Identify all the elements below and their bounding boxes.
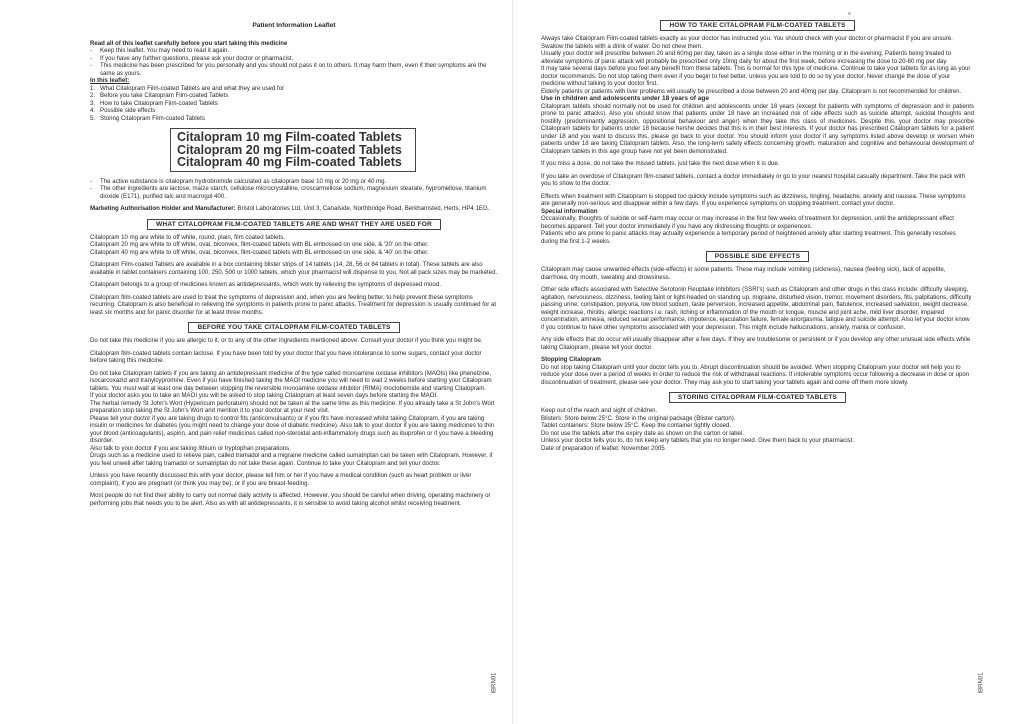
ingredient-line: - The active substance is citalopram hydrobromide calculated as citalopram base 10 mg or 20 mg or 40 mg. [90,178,498,186]
children-heading: Use in children and adolescents under 18 years of age [541,95,709,102]
section2-text: Citalopram film-coated tablets contain lactose. If you have been told by your doctor that you have intolerance to some sugars, contact your doctor before taking this medicine. [90,349,482,364]
missed-dose-text: If you miss a dose, do not take the missed tablets, just take the next dose when it is due. [541,160,780,167]
storage-line: Unless your doctor tells you to, do not keep any tablets that you no longer need. Give them back to your pharmacist. [541,437,854,444]
product-name: Citalopram 20 mg Film-coated Tablets [177,142,402,157]
overdose-text: If you take an overdose of Citalopram film-coated tablets, contact a doctor immediately or go to your nearest hospital casualty department. Take the pack with you to show to the doctor. [541,172,965,187]
product-name-box [170,128,416,172]
toc-item: 2. Before you take Citalopram Film-coated Tablets [90,92,229,99]
section4-text: Any side effects that do occur will usually disappear after a few days. If they are troublesome or persistent or if you develop any other unusual side effects while taking Citalopram, please tell your doctor. [541,336,971,351]
intro-bullet: - Keep this leaflet. You may need to read it again. [90,47,498,55]
section2-text: Do not take this medicine if you are allergic to it, or to any of the other ingredients mentioned above. Consult your doctor if you think you might be. [90,337,483,344]
preparation-date: Date of preparation of leaflet: November 2005. [541,444,667,452]
stopping-heading: Stopping Citalopram [541,356,601,363]
speck-mark [848,12,851,15]
special-information-heading: Special information [541,207,598,215]
storage-line: Tablet containers: Store below 25°C. Keep the container tightly closed. [541,422,732,429]
section1-text: Citalopram 20 mg are white to off white, oval, biconvex, film-coated tablets with BL embossed on one side, & '20' on the other. [90,241,429,248]
section1-text: Citalopram belongs to a group of medicines known as antidepressants, which work by relieving the symptoms of depressed mood. [90,281,441,288]
section4-heading: POSSIBLE SIDE EFFECTS [706,251,809,262]
right-page [512,0,1024,724]
section3-text: Always take Citalopram Film-coated tablets exactly as your doctor has instructed you. You should check with your doctor or pharmacist if you are unsure. Swallow the tablets with a drink of water. Do not chew them. Usually your doctor will prescribe between 20 and 60mg per day, taken as a single dose either in the morning or in the evening. Patients being treated to alleviate symptoms of panic attack will probably be prescribed only 10mg daily for about the first week, before increasing the dose to 20-60 mg per day. It may take several days before you feel any benefit from these tablets. This is normal for this type of medicine. Continue to take your tablets for as long as your doctor recommends. Do not stop taking them even if you begin to feel better, unless you are told to do so by your doctor. Never change the dose of your medicine without talking to your doctor first. Elderly patients or patients with liver problems will usually be prescribed a dose between 20 and 40mg per day. Citalopram is not recommended for children. [541,35,971,95]
leaflet-code: IBRN01 [491,672,498,694]
storage-line: Do not use the tablets after the expiry date as shown on the carton or label. [541,429,744,437]
section2-heading: BEFORE YOU TAKE CITALOPRAM FILM-COATED TABLETS [188,322,399,333]
stopping-text: Do not stop taking Citalopram until your doctor tells you to. Abrupt discontinuation should be avoided. When stopping Citalopram your doctor will help you to reduce your dose over a period of weeks in order to reduce the risk of withdrawal reactions. If intolerable symptoms occur following a decrease in dose or upon discontinuation of treatment, please see your doctor. They may ask you to start taking your tablets again and come off them more slowly. [541,363,970,386]
section1-text: Citalopram 40 mg are white to off white, oval, biconvex, film-coated tablets with BL embossed on one side, & '40' on the other. [90,248,429,256]
ingredient-line: - The other ingredients are lactose, maize starch, cellulose microcrystalline, croscarmellose sodium, magnesium stearate, hypromellose, titanium dioxide (E171), purified talc and macrogol 400. [90,185,498,200]
section1-heading: WHAT CITALOPRAM FILM-COATED TABLETS ARE AND WHAT THEY ARE USED FOR [147,219,441,230]
marketing-authorisation: Marketing Authorisation Holder and Manufacturer: Bristol Laboratories Ltd, Unit 3, Canalside, Northbridge Road, Berkhamsted, Herts, HP4 1EG. [90,205,490,212]
leaflet-title: Patient Information Leaflet [252,22,336,29]
product-name: Citalopram 40 mg Film-coated Tablets [177,155,402,169]
section1-text: Citalopram film-coated tablets are used to treat the symptoms of depression and, when you are feeling better, to help prevent these symptoms recurring. Citalopram is also beneficial in relieving the symptoms in patients prone to panic attacks. Treatment for depression is usually continued for at least six months and for panic disorder for at least three months. [90,293,497,316]
intro-bullet: - This medicine has been prescribed for you personally and you should not pass it on to others. It may harm them, even if their symptoms are the same as yours. [90,62,498,77]
section4-text: Citalopram may cause unwanted effects (side-effects) in some patients. These may include vomiting (sickness), nausea (feeling sick), lack of appetite, diarrhoea, dry mouth, sweating and drowsiness. [541,266,946,281]
read-all-heading: Read all of this leaflet carefully before you start taking this medicine [90,39,288,47]
section4-text: Other side effects associated with Selective Serotonin Reuptake Inhibitors (SSRI's) such as Citalopram and other drugs in this class include: difficulty sleeping, agitation, nervousness, dizziness, feeling faint or light-headed on standing up, migraine, disturbed vision, tremor, movement disorders, fits, palpitations, difficulty passing urine, constipation, polyuria, low blood sodium, taste perversion, increased appetite, abdominal pain, flatulence, increased salivation, weight decrease, weight increase, rhinitis, allergic reactions i.e. rash, itching or inflammation of the mouth or tongue, muscle and joint ache, mild liver disorder, impaired concentration, amnesia, reduced sexual performance, impotence, ejaculation failure, female anorgasmia, fatigue and suicide attempt. Also let your doctor know if you continue to have other symptoms associated with your depression. This might include hallucinations, anxiety, mania or confusion. [541,286,972,331]
section2-text: Unless you have recently discussed this with your doctor, please tell him or her if you have a medical condition (such as heart problem or liver complaint), if you are pregnant (or think you may be), or if you are breast-feeding. [90,472,472,487]
in-this-leaflet-heading: In this leaflet: [90,77,130,84]
toc-item: 3. How to take Citalopram Film-coated Tablets [90,99,218,107]
storage-line: Keep out of the reach and sight of children. [541,407,658,414]
section5-heading: STORING CITALOPRAM FILM-COATED TABLETS [669,392,846,403]
table-of-contents [90,85,498,123]
section1-text: Citalopram 10 mg are white to off white, round, plain, film coated tablets. [90,233,285,241]
section2-text: Do not take Citalopram tablets if you are taking an antidepressant medicine of the type called monoamine oxidase inhibitors (MAOIs) like phenelzine, isocarcoxazid and tranylcypromine. Even if you have finished taking the MAOI medicine you will need to wait 2 weeks before starting your Citalopram tablets. You must wait at least one day between stopping the reversible monoamine oxidase inhibitor (RIMA) moclobemide and starting Citalopram. If your doctor asks you to take an MAOI you will be asked to stop taking Citalopram at least seven days before starting the MAOI. The herbal remedy St John's Wort (Hypericum perforatum) should not be taken at the same time as this medicine. If you already take a St John's Wort preparation stop taking the St John's Wort and mention it to your doctor at your next visit. Please tell your doctor if you are taking drugs to control fits (anticonvulsants) or if you fits have increased whilst taking Citalopram, if you are taking insulin or medicines for diabetes (you might need to change your dose of diabetic medicine). Also talk to your doctor if you are taking medicines to thin your blood (anticoagulants), aspirin, and pain relief medicines called non-steroidal anti-inflammatory drugs such as ibuprofen or if you have a bleeding disorder. Also talk to your doctor if you are taking lithium or tryptophan preparations. Drugs such as a medicine used to relieve pain, called tramadol and a migraine medicine called sumatriptan can be taken with Citalopram. However, if you feel unwell after taking tramadol or sumatriptan do not take these again. Continue to take your Citalopram and tell your doctor. [90,369,495,467]
storage-line: Blisters: Store below 25°C. Store in the original package (Blister carton). [541,414,736,422]
section1-text: Citalopram Film-coated Tablets are available in a box containing blister strips of 14 tablets (14, 28, 56 or 84 tablets in total). These tablets are also available in tablet containers containing 100, 250, 500 or 1000 tablets, which your pharmacist will dispense to you. Not all pack sizes may be marketed. [90,261,498,276]
toc-item: 4. Possible side effects [90,107,156,114]
children-text: Citalopram tablets should normally not be used for children and adolescents under 18 years (except for patients with symptoms of depression and in patients prone to panic attacks). Also you should know that patients under 18 have an increased risk of side effects such as suicide attempt, suicidal thoughts and hostility (predominantly aggression, oppositional behaviour and anger) when they take this class of medicines. Despite this, your doctor may prescribe Citalopram tablets for patients under 18 because he/she decides that this is in their best interests. If your doctor has prescribed Citalopram tablets for a patient under 18 and you want to discuss this, please go back to your doctor. You should inform your doctor if any symptoms listed above develop or worsen when patients under 18 are taking Citalopram tablets. Also, the long-term safety effects concerning growth, maturation and cognitive and behavioural development of Citalopram tablets in this age group have not yet been demonstrated. [541,102,974,155]
product-name: Citalopram 10 mg Film-coated Tablets [177,130,402,144]
special-information-text: Occasionally, thoughts of suicide or self-harm may occur or may increase in the first few weeks of treatment for depression, until the antidepressant effect becomes apparent. Tell your doctor immediately if you have any distressing thoughts or experiences. Patients who are prone to panic attacks may actually experience a temporary period of heightened anxiety after starting treatment. This generally resolves during the first 1-2 weeks. [541,215,956,245]
stopping-effects-text: Effects when treatment with Citalopram is stopped too quickly include symptoms such as dizziness, tingling, headache, anxiety and nausea. These symptoms are generally non-serious and disappear within a few days. If you experience symptoms on stopping treatment, contact your doctor. [541,192,966,207]
intro-bullets [90,47,498,77]
intro-bullet: - If you have any further questions, please ask your doctor or pharmacist. [90,55,498,63]
leaflet-code: IBRN01 [978,672,985,694]
section3-heading: HOW TO TAKE CITALOPRAM FILM-COATED TABLETS [660,20,854,31]
toc-item: 1. What Citalopram Film-coated Tablets are and what they are used for [90,84,285,92]
toc-item: 5. Storing Citalopram Film-coated Tablets [90,114,205,122]
section2-text: Most people do not find their ability to carry out normal daily activity is affected. However, you should be careful when driving, operating machinery or performing jobs that needs you to be alert. Also as with all antidepressants, it is sensible to avoid taking alcohol whilst receiving treatment. [90,492,491,507]
